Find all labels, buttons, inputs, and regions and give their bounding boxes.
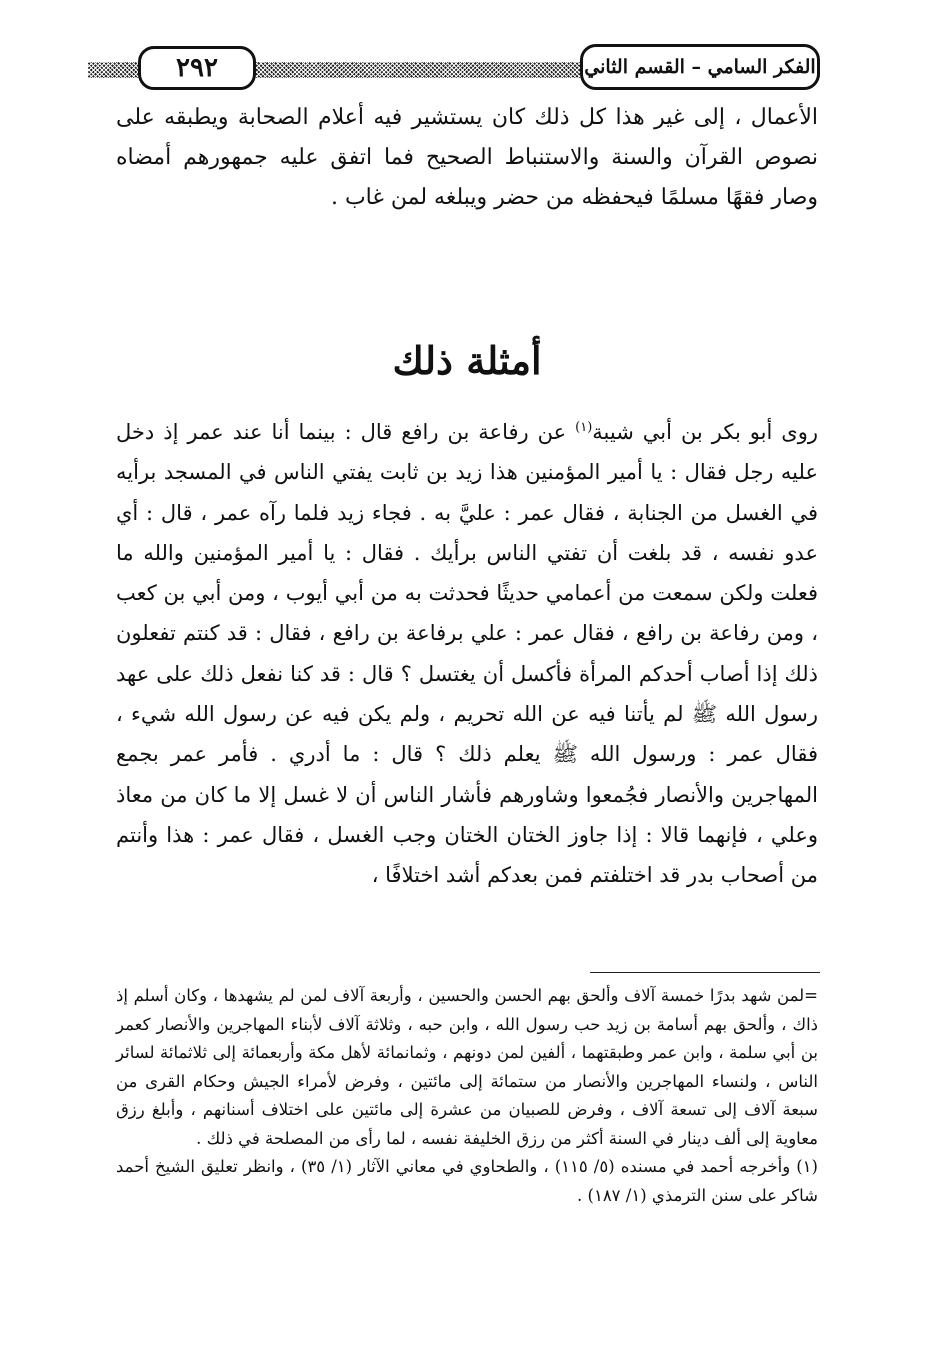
footnote-separator [590, 972, 820, 973]
intro-paragraph: الأعمال ، إلى غير هذا كل ذلك كان يستشير فيه أعلام الصحابة ويطبقه على نصوص القرآن والسنة والاستنباط الصحيح فما اتفق عليه جمهورهم أمضاه وصار فقهًا مسلمًا فيحفظه من حضر ويبلغه لمن غاب . [116, 105, 818, 210]
main-paragraph [116, 412, 818, 896]
main-paragraph-start: روى أبو بكر بن أبي شيبة [592, 420, 818, 444]
page-header [88, 42, 820, 94]
section-heading: أمثلة ذلك [392, 338, 542, 383]
footnotes [116, 982, 818, 1210]
footnote-reference: (١) [575, 420, 593, 435]
page-number: ٢٩٢ [138, 46, 256, 90]
footnote-1: (١) وأخرجه أحمد في مسنده (٥/ ١١٥) ، والطحاوي في معاني الآثار (١/ ٣٥) ، وانظر تعليق الشيخ أحمد شاكر على سنن الترمذي (١/ ١٨٧) . [116, 1157, 818, 1205]
running-title: الفكر السامي – القسم الثاني [580, 44, 820, 90]
footnote-continued: =لمن شهد بدرًا خمسة آلاف وألحق بهم الحسن والحسين ، وأربعة آلاف لمن لم يشهدها ، وكان أسلم إذ ذاك ، وألحق بهم أسامة بن زيد حب رسول الله ، وابن حبه ، وثلاثة آلاف لأبناء المهاجرين والأنصار كعمر بن أبي سلمة ، وابن عمر وطبقتهما ، ألفين لمن دونهم ، وثمانمائة لأهل مكة وأربعمائة إلى ثلاثمائة لسائر الناس ، ولنساء المهاجرين والأنصار من ستمائة إلى مائتين ، وفرض لأمراء الجيش وحكام القرى من سبعة آلاف إلى تسعة آلاف ، وفرض للصبيان من عشرة إلى مائتين على اختلاف أسنانهم ، وأبلغ رزق معاوية إلى ألف دينار في السنة أكثر من رزق الخليفة نفسه ، لما رأى من المصلحة في ذلك . [116, 986, 818, 1148]
main-paragraph-body: عن رفاعة بن رافع قال : بينما أنا عند عمر إذ دخل عليه رجل فقال : يا أمير المؤمنين هذا زيد بن ثابت يفتي الناس في المسجد برأيه في الغسل من الجنابة ، فقال عمر : عليَّ به . فجاء زيد فلما رآه عمر ، قال : أي عدو نفسه ، قد بلغت أن تفتي الناس برأيك . فقال : يا أمير المؤمنين والله ما فعلت ولكن سمعت من أعمامي حديثًا فحدثت به من أبي أيوب ، ومن أبي بن كعب ، ومن رفاعة بن رافع ، فقال عمر : علي برفاعة بن رافع ، فقال : قد كنتم تفعلون ذلك إذا أصاب أحدكم المرأة فأكسل أن يغتسل ؟ قال : قد كنا نفعل ذلك على عهد رسول الله ﷺ لم يأتنا فيه عن الله تحريم ، ولم يكن فيه عن رسول الله شيء ، فقال عمر : ورسول الله ﷺ يعلم ذلك ؟ قال : ما أدري . فأمر عمر بجمع المهاجرين والأنصار فجُمعوا وشاورهم فأشار الناس أن لا غسل إلا ما كان من معاذ وعلي ، فإنهما قالا : إذا جاوز الختان الختان وجب الغسل ، فقال عمر : هذا وأنتم من أصحاب بدر قد اختلفتم فمن بعدكم أشد اختلافًا ، [116, 420, 818, 888]
